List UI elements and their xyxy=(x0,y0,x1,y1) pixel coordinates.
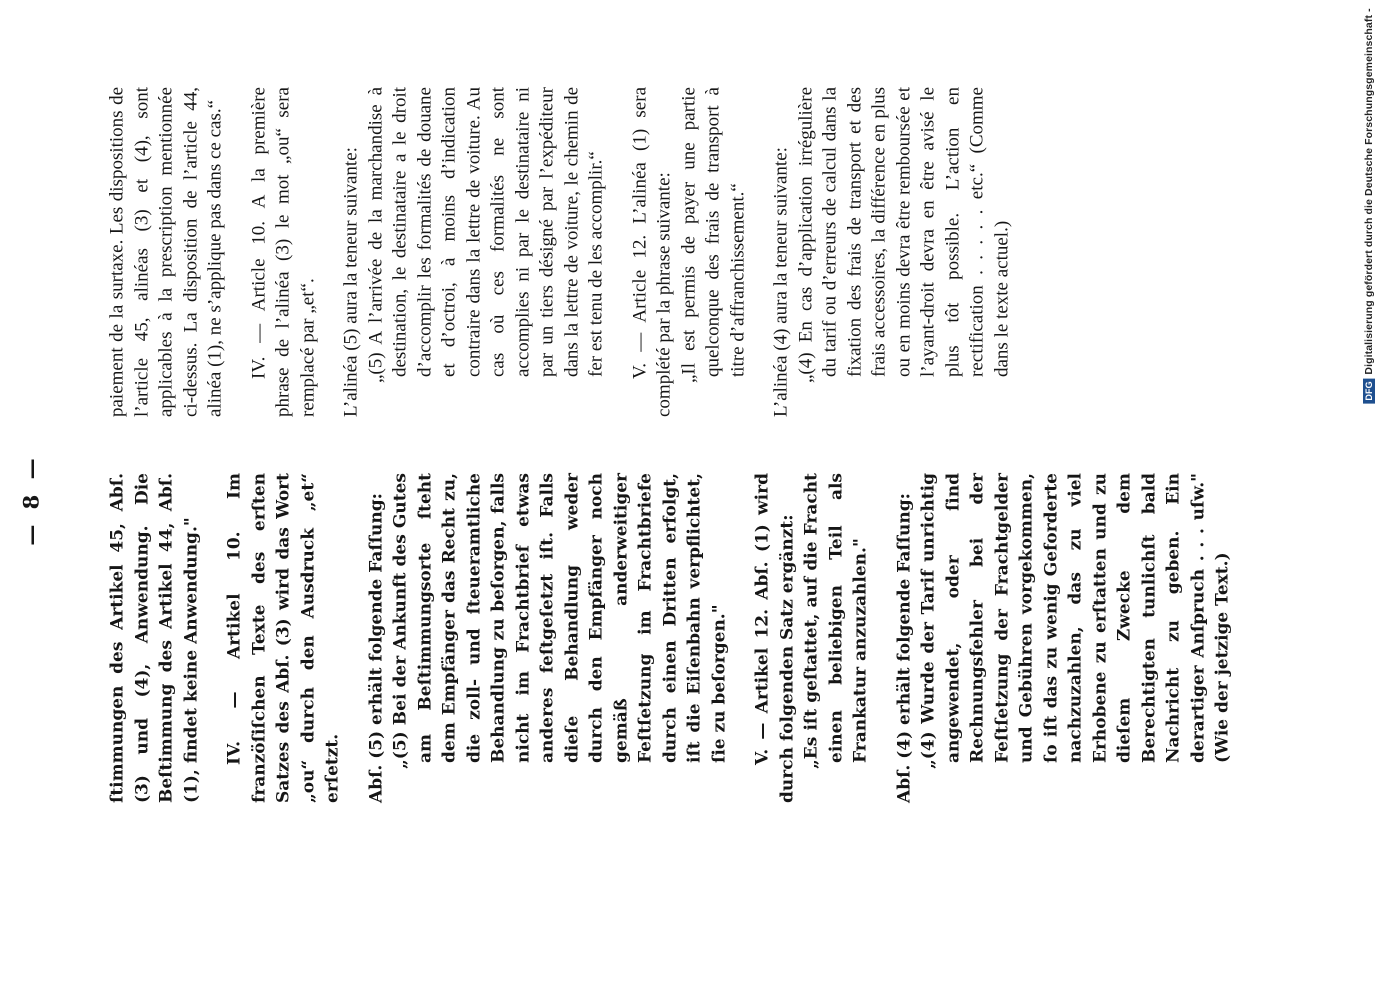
german-paragraph: Abſ. (5) erhält folgende Faſſung: xyxy=(365,493,386,803)
french-paragraph: paiement de la surtaxe. Les dispositions de l’article 45, alinéas (3) et (4), sont applicables à la prescription mentionnée ci-dessus. La disposition de l’article 44, alinéa (1), ne s’applique pas dans ce cas.“ xyxy=(106,87,225,417)
german-paragraph: Abſ. (4) erhält folgende Faſſung: xyxy=(893,493,914,803)
french-section-heading: V. — Article 12. L’alinéa (1) sera complété par la phrase suivante: xyxy=(628,87,674,417)
german-column xyxy=(105,473,1235,803)
credit-text: Digitalisierung gefördert durch die Deutsche Forschungsgemeinschaft - xyxy=(1363,8,1375,375)
french-section-heading: IV. — Article 10. A la première phrase de l’alinéa (3) le mot „ou“ sera remplacé par „et“. xyxy=(247,87,318,417)
german-section-heading: V. — Artikel 12. Abſ. (1) wird durch folgenden Satz ergänzt: xyxy=(752,473,797,803)
page-number: — 8 — xyxy=(18,454,43,546)
french-paragraph: L’alinéa (4) aura la teneur suivante: xyxy=(770,147,791,417)
german-quote: „(5) Bei der Ankunft des Gutes am Beſtimmungsorte ſteht dem Empfänger das Recht zu, die zoll- und ſteueramtliche Behandlung zu beſorgen, falls nicht im Frachtbrief etwas anderes feſtgeſetzt iſt. Falls dieſe Behandlung weder durch den Empfänger noch gemäß anderweitiger Feſtſetzung im Frachtbriefe durch einen Dritten erfolgt, iſt die Eiſenbahn verpflichtet, ſie zu beſorgen." xyxy=(390,473,729,769)
german-quote: „Es iſt geſtattet, auf die Fracht einen beliebigen Teil als Frankatur anzuzahlen." xyxy=(801,473,870,769)
french-column xyxy=(105,87,1014,417)
german-paragraph: ſtimmungen des Artikel 45, Abſ. (3) und (4), Anwendung. Die Beſtimmung des Artikel 44, Abſ. (1), findet keine Anwendung." xyxy=(107,473,201,803)
french-paragraph: L’alinéa (5) aura la teneur suivante: xyxy=(340,147,361,417)
german-section-heading: IV. — Artikel 10. Im franzöſiſchen Texte des erſten Satzes des Abſ. (3) wird das Wort „ou“ durch den Ausdruck „et“ erſetzt. xyxy=(224,473,342,803)
french-quote: „(5) A l’arrivée de la marchandise à destination, le destinataire a le droit d’accomplir les formalités de douane et d’octroi, à moins d’indication contraire dans la lettre de voiture. Au cas où ces formalités ne sont accomplies ni par le destinataire ni par un tiers désigné par l’expéditeur dans la lettre de voiture, le chemin de fer est tenu de les accomplir.“ xyxy=(364,87,606,383)
french-quote: „(4) En cas d’application irrégulière du tarif ou d’erreurs de calcul dans la fixation des frais de transport et des frais accessoires, la différence en plus ou en moins devra être remboursée et l’ayant-droit devra en être avisé le plus tôt possible. L’action en rectification . . . . . etc.“ (Comme dans le texte actuel.) xyxy=(794,87,1012,383)
dfg-logo-icon: DFG xyxy=(1363,378,1375,403)
german-quote: „(4) Wurde der Tarif unrichtig angewendet, oder ſind Rechnungsfehler bei der Feſtſetzung der Frachtgelder und Gebühren vorgekommen, ſo iſt das zu wenig Geforderte nachzuzahlen, das zu viel Erhobene zu erſtatten und zu dieſem Zwecke dem Berechtigten tunlichſt bald Nachricht zu geben. Ein derartiger Anſpruch . . . uſw." (Wie der jetzige Text.) xyxy=(918,473,1232,769)
french-quote: „Il est permis de payer une partie quelconque des frais de transport à titre d’affranchissement.“ xyxy=(677,87,748,383)
digitization-credit xyxy=(1363,8,1375,404)
